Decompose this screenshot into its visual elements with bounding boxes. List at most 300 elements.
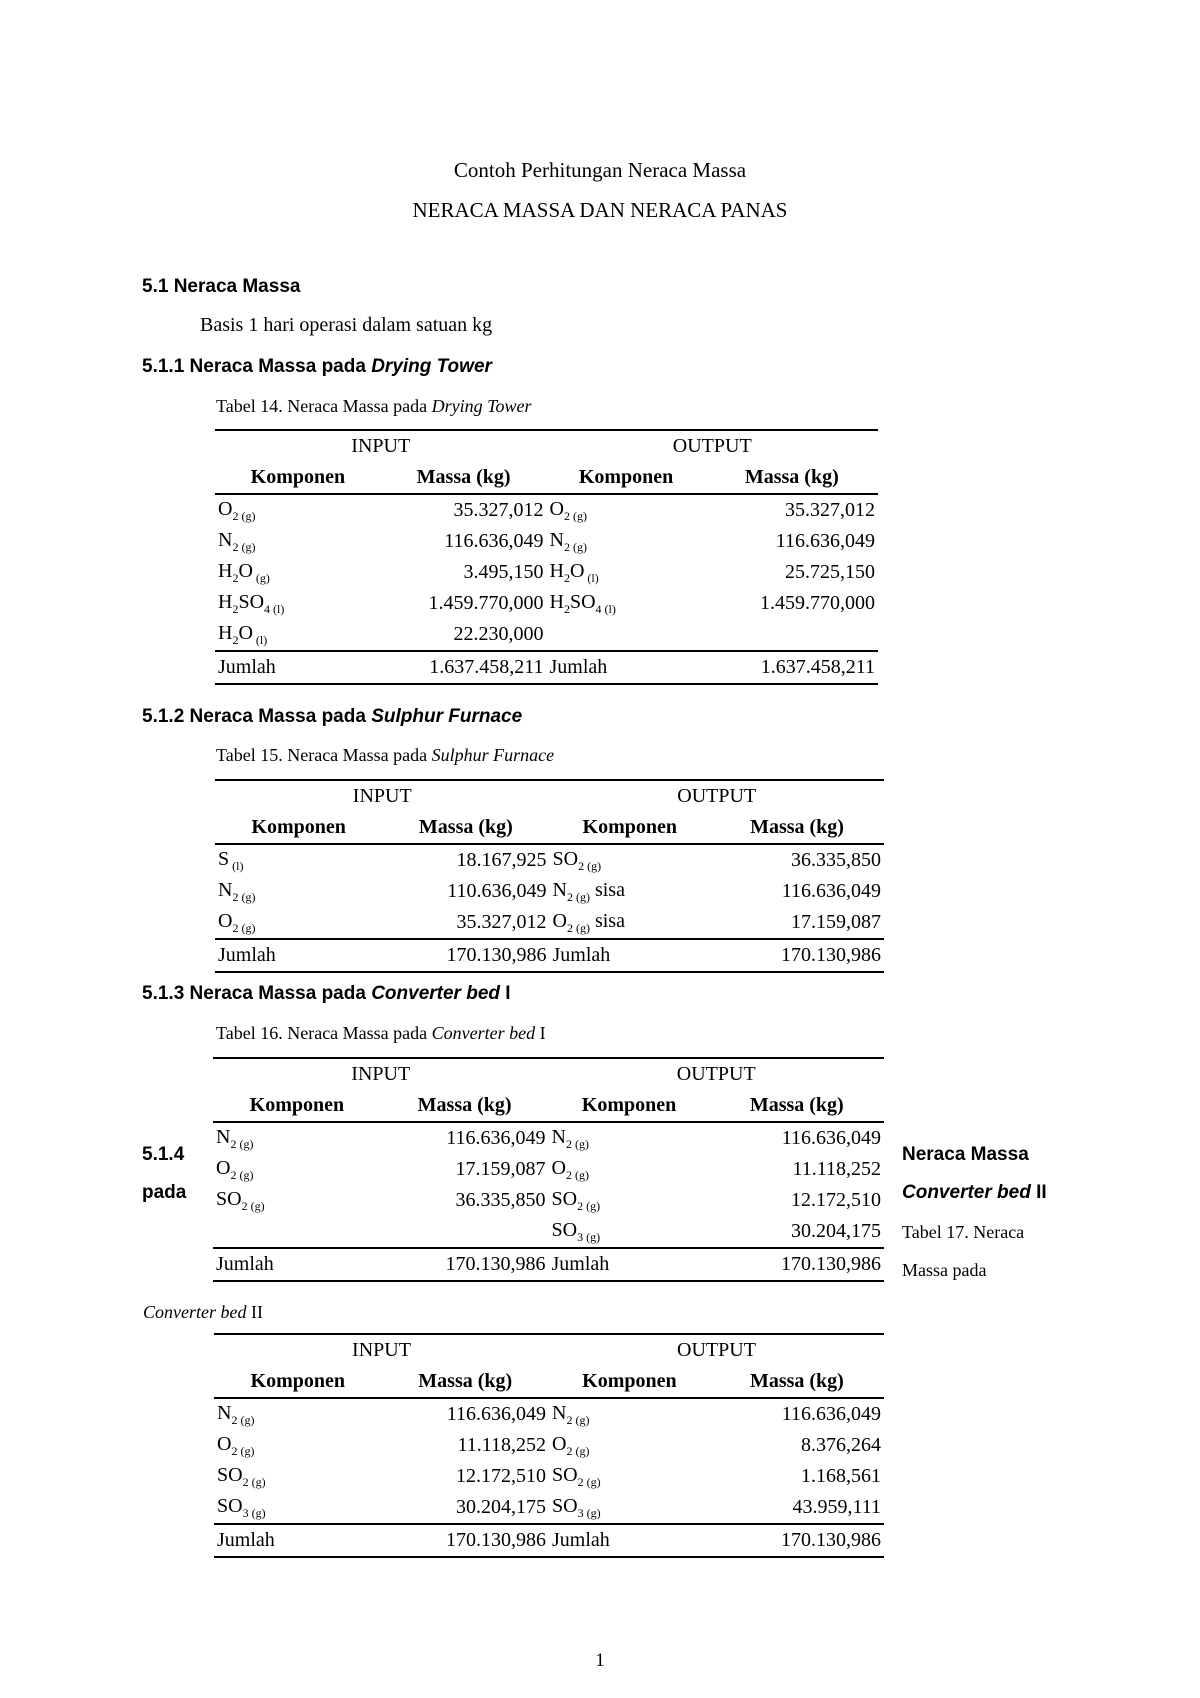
- input-component: [214, 1398, 382, 1430]
- table-row: [215, 876, 884, 907]
- formula: [218, 528, 256, 554]
- formula-element: O: [552, 1432, 567, 1455]
- formula-element: H: [218, 621, 233, 644]
- section-5-1-heading: 5.1 Neraca Massa: [142, 276, 301, 297]
- output-mass: 116.636,049: [775, 530, 875, 552]
- group-header-row: [213, 1058, 884, 1090]
- komponen-header: Komponen: [547, 462, 706, 494]
- formula-subscript: 2: [563, 570, 570, 585]
- input-mass: 116.636,049: [446, 1127, 546, 1149]
- formula-element: H: [218, 590, 233, 613]
- document-title: Contoh Perhitungan Neraca Massa: [453, 158, 747, 182]
- output-mass: 8.376,264: [801, 1434, 881, 1456]
- mass-balance-table-16: [213, 1057, 884, 1282]
- komponen-header: Komponen: [549, 1366, 710, 1398]
- formula-subscript: 2: [241, 1198, 248, 1213]
- formula: [552, 1494, 601, 1520]
- phase-label: (g): [237, 1412, 255, 1427]
- output-component: [550, 844, 711, 876]
- input-component: [215, 526, 381, 557]
- output-component: [547, 619, 706, 651]
- formula: [216, 1125, 254, 1151]
- table-row: [214, 1461, 884, 1492]
- input-component: [213, 1122, 381, 1154]
- input-mass: 35.327,012: [456, 911, 547, 933]
- table-17-caption-part1: Tabel 17. Neraca: [902, 1222, 1025, 1242]
- input-mass: 22.230,000: [453, 623, 544, 645]
- formula-subscript: 2: [563, 508, 570, 523]
- input-component: [214, 1430, 382, 1461]
- section-5-1-1-heading: [142, 356, 492, 378]
- total-input-mass: 170.130,986: [381, 1248, 549, 1281]
- table-17-caption-part3: [143, 1302, 263, 1323]
- formula: [551, 1125, 589, 1151]
- output-header: OUTPUT: [547, 430, 879, 462]
- formula-element: N: [551, 1125, 566, 1148]
- formula-subscript: 2: [231, 1412, 238, 1427]
- input-component: [215, 876, 382, 907]
- formula-element: O: [238, 559, 253, 582]
- output-component: [547, 526, 706, 557]
- total-label: Jumlah: [550, 939, 711, 972]
- output-component: [550, 907, 711, 939]
- phase-label: (g): [248, 1474, 266, 1489]
- table-row: [214, 1430, 884, 1461]
- formula: [551, 1218, 601, 1244]
- formula: [549, 590, 616, 616]
- caption-suffix-text: II: [246, 1302, 263, 1322]
- input-mass: 110.636,049: [447, 880, 547, 902]
- table-row: [213, 1216, 884, 1248]
- input-header: INPUT: [215, 430, 547, 462]
- input-component: [214, 1492, 382, 1524]
- output-mass: 11.118,252: [792, 1158, 881, 1180]
- formula: [218, 497, 256, 523]
- formula-element: SO: [217, 1463, 243, 1486]
- table-15-caption: [216, 745, 554, 766]
- formula: [217, 1463, 266, 1489]
- formula-element: SO: [552, 847, 579, 870]
- formula-element: O: [549, 497, 564, 520]
- heading-text: 5.1.2 Neraca Massa pada: [142, 706, 372, 727]
- phase-label: (g): [583, 1229, 601, 1244]
- formula: [549, 528, 587, 554]
- phase-label: (g): [252, 570, 270, 585]
- output-component: [549, 1185, 710, 1216]
- input-header: INPUT: [215, 780, 550, 812]
- phase-label: (l): [270, 601, 285, 616]
- formula-subscript: 2: [242, 1474, 249, 1489]
- output-component: [549, 1154, 710, 1185]
- heading-text: 5.1.1 Neraca Massa pada: [142, 356, 372, 377]
- formula: [552, 878, 625, 904]
- total-label: Jumlah: [215, 651, 381, 684]
- formula-element: H: [549, 590, 564, 613]
- output-mass: 30.204,175: [791, 1220, 881, 1242]
- phase-label: (g): [572, 920, 590, 935]
- output-header: OUTPUT: [550, 780, 885, 812]
- input-component: [215, 619, 381, 651]
- input-mass: 30.204,175: [456, 1496, 546, 1518]
- caption-italic-text: Converter bed: [431, 1023, 536, 1043]
- formula-element: N: [549, 528, 564, 551]
- phase-label: (g): [571, 1167, 589, 1182]
- caption-italic-text: Sulphur Furnace: [431, 745, 555, 765]
- formula-subscript: 2: [232, 508, 239, 523]
- output-mass: 17.159,087: [791, 911, 881, 933]
- input-component: [213, 1185, 381, 1216]
- total-output-mass: 170.130,986: [710, 1248, 884, 1281]
- phase-label: (g): [238, 920, 256, 935]
- input-mass: 1.459.770,000: [428, 592, 544, 614]
- massa-header: Massa (kg): [381, 462, 547, 494]
- basis-text: Basis 1 hari operasi dalam satuan kg: [200, 314, 493, 336]
- input-mass: 36.335,850: [455, 1189, 546, 1211]
- formula-element: N: [217, 1401, 232, 1424]
- output-component: [549, 1122, 710, 1154]
- formula-element: O: [552, 909, 567, 932]
- phase-label: (g): [583, 1474, 601, 1489]
- phase-label: (g): [238, 539, 256, 554]
- section-5-1-4-number: 5.1.4: [142, 1144, 185, 1165]
- massa-header: Massa (kg): [710, 812, 884, 844]
- output-mass: 43.959,111: [792, 1496, 881, 1518]
- table-row: [215, 907, 884, 939]
- formula: [549, 497, 587, 523]
- section-5-1-4-subtitle: [902, 1182, 1047, 1204]
- total-row: [215, 651, 878, 684]
- column-header-row: [215, 462, 878, 494]
- output-component: [550, 876, 711, 907]
- formula-subscript: 2: [232, 570, 239, 585]
- phase-label: (l): [229, 858, 244, 873]
- phase-label: (l): [584, 570, 599, 585]
- massa-header: Massa (kg): [381, 1090, 549, 1122]
- formula-element: N: [218, 528, 233, 551]
- formula-element: O: [551, 1156, 566, 1179]
- input-component: [213, 1216, 381, 1248]
- komponen-header: Komponen: [215, 462, 381, 494]
- caption-text: Tabel 16. Neraca Massa pada: [216, 1023, 432, 1043]
- formula-element: O: [569, 559, 585, 582]
- input-mass: 11.118,252: [457, 1434, 546, 1456]
- input-component: [214, 1461, 382, 1492]
- phase-label: (l): [252, 632, 268, 647]
- phase-label: (g): [238, 508, 256, 523]
- formula: [217, 1401, 255, 1427]
- phase-label: (l): [601, 601, 616, 616]
- formula-subscript: 2: [577, 1474, 584, 1489]
- output-component: [549, 1492, 710, 1524]
- formula-element: SO: [238, 590, 265, 613]
- total-output-mass: 1.637.458,211: [706, 651, 878, 684]
- formula-element: SO: [569, 590, 596, 613]
- phase-label: (g): [236, 1136, 254, 1151]
- total-output-mass: 170.130,986: [710, 939, 884, 972]
- formula: [218, 621, 268, 647]
- massa-header: Massa (kg): [382, 1366, 550, 1398]
- output-mass: 36.335,850: [791, 849, 881, 871]
- komponen-header: Komponen: [549, 1090, 710, 1122]
- formula: [218, 590, 285, 616]
- formula-element: N: [552, 1401, 567, 1424]
- total-input-mass: 1.637.458,211: [381, 651, 547, 684]
- group-header-row: [215, 780, 884, 812]
- caption-suffix-text: I: [535, 1023, 546, 1043]
- formula: [216, 1156, 254, 1182]
- mass-balance-table-15: [215, 779, 884, 973]
- formula-subscript: 2: [578, 858, 585, 873]
- formula-subscript: 2: [566, 1443, 573, 1458]
- formula-subscript: 4: [264, 601, 271, 616]
- caption-italic-text: Drying Tower: [431, 396, 532, 416]
- phase-label: (g): [572, 1443, 590, 1458]
- column-header-row: [213, 1090, 884, 1122]
- phase-label: (g): [583, 1505, 601, 1520]
- formula: [218, 847, 244, 873]
- caption-italic-text: Converter bed: [143, 1302, 247, 1322]
- formula-subscript: 2: [566, 920, 573, 935]
- table-row: [215, 557, 878, 588]
- table-row: [213, 1122, 884, 1154]
- column-header-row: [215, 812, 884, 844]
- phase-label: (g): [247, 1198, 265, 1213]
- formula: [552, 847, 602, 873]
- formula: [552, 909, 625, 935]
- phase-label: (g): [583, 1198, 601, 1213]
- phase-label: (g): [238, 889, 256, 904]
- output-component: [549, 1430, 710, 1461]
- output-header: OUTPUT: [549, 1334, 884, 1366]
- formula-subscript: 2: [565, 1136, 572, 1151]
- formula-subscript: 2: [566, 1412, 573, 1427]
- table-row: [215, 494, 878, 526]
- formula-element: O: [218, 497, 233, 520]
- komponen-header: Komponen: [214, 1366, 382, 1398]
- table-row: [215, 844, 884, 876]
- formula-subscript: 3: [242, 1505, 249, 1520]
- total-label: Jumlah: [215, 939, 382, 972]
- formula-element: O: [218, 909, 233, 932]
- output-component: [549, 1398, 710, 1430]
- output-mass: 1.459.770,000: [760, 592, 875, 614]
- input-component: [215, 494, 381, 526]
- total-label: Jumlah: [549, 1248, 710, 1281]
- formula-element: H: [218, 559, 233, 582]
- phase-label: (g): [572, 1412, 590, 1427]
- komponen-header: Komponen: [215, 812, 382, 844]
- formula-element: SO: [551, 1218, 578, 1241]
- input-component: [215, 557, 381, 588]
- formula-subscript: 2: [563, 601, 570, 616]
- table-row: [214, 1398, 884, 1430]
- heading-italic-text: Drying Tower: [371, 356, 492, 377]
- subtitle-italic-text: Converter bed: [902, 1182, 1031, 1203]
- subtitle-suffix-text: II: [1030, 1182, 1047, 1203]
- total-label: Jumlah: [547, 651, 706, 684]
- output-mass: 12.172,510: [791, 1189, 881, 1211]
- total-input-mass: 170.130,986: [382, 939, 549, 972]
- caption-text: Tabel 15. Neraca Massa pada: [216, 745, 432, 765]
- formula-element: N: [218, 878, 233, 901]
- table-17-caption-part2: Massa pada: [902, 1260, 987, 1280]
- formula-element: N: [216, 1125, 231, 1148]
- output-component: [549, 1461, 710, 1492]
- massa-header: Massa (kg): [710, 1090, 884, 1122]
- table-row: [215, 588, 878, 619]
- total-row: [213, 1248, 884, 1281]
- table-row: [215, 526, 878, 557]
- input-component: [215, 588, 381, 619]
- output-component: [547, 557, 706, 588]
- chapter-title: NERACA MASSA DAN NERACA PANAS: [412, 198, 788, 222]
- formula-element: S: [218, 847, 230, 870]
- formula-subscript: 2: [230, 1136, 237, 1151]
- formula-subscript: 4: [595, 601, 602, 616]
- input-mass: 116.636,049: [444, 530, 544, 552]
- page-number: 1: [595, 1650, 605, 1671]
- output-component: [547, 588, 706, 619]
- input-mass: [381, 1216, 549, 1248]
- phase-label: (g): [236, 1167, 254, 1182]
- total-label: Jumlah: [549, 1524, 710, 1557]
- input-component: [215, 907, 382, 939]
- total-input-mass: 170.130,986: [382, 1524, 550, 1557]
- input-mass: 12.172,510: [456, 1465, 546, 1487]
- section-5-1-4-title: Neraca Massa: [902, 1144, 1029, 1165]
- table-row: [213, 1185, 884, 1216]
- section-5-1-4-pada: pada: [142, 1182, 187, 1203]
- massa-header: Massa (kg): [710, 1366, 884, 1398]
- formula-subscript: 2: [563, 539, 570, 554]
- mass-balance-table-17: [214, 1333, 884, 1558]
- total-row: [214, 1524, 884, 1557]
- formula: [552, 1463, 601, 1489]
- phase-label: (g): [572, 889, 590, 904]
- formula: [551, 1156, 589, 1182]
- output-mass: 116.636,049: [781, 1403, 881, 1425]
- section-5-1-2-heading: [142, 706, 522, 728]
- phase-label: (g): [571, 1136, 589, 1151]
- group-header-row: [214, 1334, 884, 1366]
- formula: [552, 1432, 590, 1458]
- formula-element: H: [549, 559, 564, 582]
- formula: [216, 1187, 265, 1213]
- formula-element: O: [238, 621, 253, 644]
- table-14-caption: [216, 396, 532, 417]
- formula-element: N: [552, 878, 567, 901]
- output-component: [547, 494, 706, 526]
- caption-text: Tabel 14. Neraca Massa pada: [216, 396, 432, 416]
- phase-label: (g): [248, 1505, 266, 1520]
- formula-subscript: 2: [232, 539, 239, 554]
- input-mass: 35.327,012: [453, 499, 544, 521]
- input-mass: 18.167,925: [456, 849, 547, 871]
- heading-italic-text: Sulphur Furnace: [371, 706, 523, 727]
- heading-text: 5.1.3 Neraca Massa pada: [142, 983, 372, 1004]
- section-5-1-3-heading: [142, 983, 511, 1005]
- group-header-row: [215, 430, 878, 462]
- formula-subscript: 2: [232, 920, 239, 935]
- formula-subscript: 2: [232, 889, 239, 904]
- komponen-header: Komponen: [213, 1090, 381, 1122]
- heading-suffix-text: I: [500, 983, 511, 1004]
- formula-element: O: [217, 1432, 232, 1455]
- input-component: [213, 1154, 381, 1185]
- formula-subscript: 2: [230, 1167, 237, 1182]
- heading-italic-text: Converter bed: [371, 983, 501, 1004]
- input-component: [215, 844, 382, 876]
- output-mass: 116.636,049: [781, 880, 881, 902]
- formula: [218, 559, 270, 585]
- formula-subscript: 2: [566, 889, 573, 904]
- phase-label: (g): [569, 508, 587, 523]
- massa-header: Massa (kg): [706, 462, 878, 494]
- output-mass: 35.327,012: [785, 499, 875, 521]
- formula: [551, 1187, 601, 1213]
- total-label: Jumlah: [213, 1248, 381, 1281]
- formula-subscript: 2: [565, 1167, 572, 1182]
- output-component: [549, 1216, 710, 1248]
- column-header-row: [214, 1366, 884, 1398]
- formula: [552, 1401, 590, 1427]
- input-mass: 3.495,150: [463, 561, 544, 583]
- formula: [217, 1494, 266, 1520]
- formula-element: SO: [551, 1187, 578, 1210]
- formula: [218, 909, 256, 935]
- table-row: [214, 1492, 884, 1524]
- input-header: INPUT: [214, 1334, 549, 1366]
- formula-element: SO: [217, 1494, 243, 1517]
- formula-element: SO: [216, 1187, 242, 1210]
- output-mass: [706, 619, 878, 651]
- output-mass: 1.168,561: [801, 1465, 881, 1487]
- formula-subscript: 2: [231, 1443, 238, 1458]
- input-header: INPUT: [213, 1058, 549, 1090]
- formula: [218, 878, 256, 904]
- table-16-caption: [216, 1023, 546, 1044]
- output-mass: 25.725,150: [785, 561, 875, 583]
- formula-subscript: 3: [577, 1505, 584, 1520]
- formula-subscript: 3: [577, 1229, 584, 1244]
- formula-note: sisa: [589, 909, 625, 932]
- mass-balance-table-14: [215, 429, 878, 685]
- formula: [549, 559, 599, 585]
- formula: [217, 1432, 255, 1458]
- formula-subscript: 2: [232, 632, 239, 647]
- phase-label: (g): [584, 858, 602, 873]
- total-label: Jumlah: [214, 1524, 382, 1557]
- output-header: OUTPUT: [549, 1058, 885, 1090]
- komponen-header: Komponen: [550, 812, 711, 844]
- formula-element: SO: [552, 1463, 578, 1486]
- formula-note: sisa: [589, 878, 625, 901]
- table-row: [213, 1154, 884, 1185]
- formula-element: SO: [552, 1494, 578, 1517]
- table-row: [215, 619, 878, 651]
- total-row: [215, 939, 884, 972]
- formula-subscript: 2: [232, 601, 239, 616]
- massa-header: Massa (kg): [382, 812, 549, 844]
- input-mass: 17.159,087: [455, 1158, 546, 1180]
- total-output-mass: 170.130,986: [710, 1524, 884, 1557]
- phase-label: (g): [569, 539, 587, 554]
- output-mass: 116.636,049: [781, 1127, 881, 1149]
- phase-label: (g): [237, 1443, 255, 1458]
- formula-element: O: [216, 1156, 231, 1179]
- input-mass: 116.636,049: [446, 1403, 546, 1425]
- formula-subscript: 2: [577, 1198, 584, 1213]
